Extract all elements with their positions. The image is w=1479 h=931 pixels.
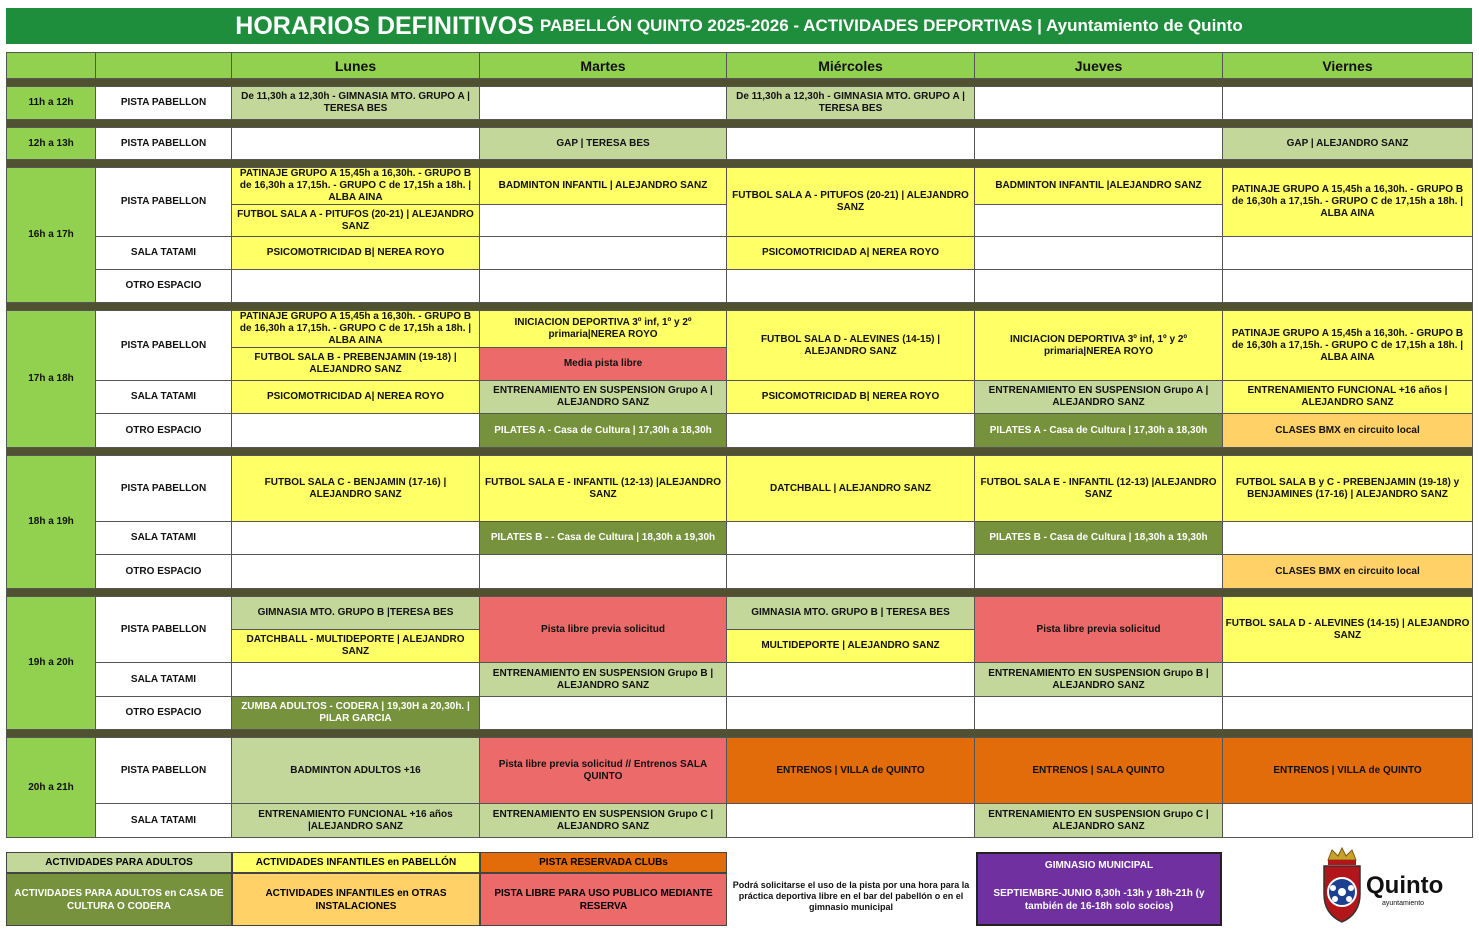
slot-row bbox=[7, 697, 1473, 730]
activity-cell: PATINAJE GRUPO A 15,45h a 16,30h. - GRUPO B de 16,30h a 17,15h. - GRUPO C de 17,15h a 18h. | ALBA AINA bbox=[232, 168, 480, 205]
activity-cell: Pista libre previa solicitud bbox=[480, 597, 727, 663]
activity-cell: ENTRENAMIENTO EN SUSPENSION Grupo A | ALEJANDRO SANZ bbox=[975, 381, 1223, 414]
activity-cell: ZUMBA ADULTOS - CODERA | 19,30H a 20,30h. | PILAR GARCIA bbox=[232, 697, 480, 730]
space-label: SALA TATAMI bbox=[96, 522, 232, 555]
schedule-table bbox=[6, 52, 1473, 838]
day-miercoles: Miércoles bbox=[727, 53, 975, 79]
space-label: PISTA PABELLON bbox=[96, 128, 232, 160]
activity-cell: DATCHBALL - MULTIDEPORTE | ALEJANDRO SANZ bbox=[232, 630, 480, 663]
legend-adultos: ACTIVIDADES PARA ADULTOS bbox=[6, 852, 232, 873]
time-label: 16h a 17h bbox=[7, 168, 96, 303]
activity-cell: FUTBOL SALA A - PITUFOS (20-21) | ALEJANDRO SANZ bbox=[232, 205, 480, 237]
day-viernes: Viernes bbox=[1223, 53, 1473, 79]
activity-cell: ENTRENAMIENTO EN SUSPENSION Grupo B | ALEJANDRO SANZ bbox=[480, 663, 727, 697]
empty-cell bbox=[232, 555, 480, 589]
separator-row bbox=[7, 730, 1473, 738]
separator-row bbox=[7, 79, 1473, 87]
activity-cell: FUTBOL SALA B - PREBENJAMIN (19-18) | ALEJANDRO SANZ bbox=[232, 348, 480, 381]
empty-cell bbox=[480, 697, 727, 730]
gym-title: GIMNASIO MUNICIPAL bbox=[1044, 860, 1154, 871]
gym-hours: SEPTIEMBRE-JUNIO 8,30h -13h y 18h-21h (y también de 16-18h solo socios) bbox=[993, 888, 1205, 912]
empty-cell bbox=[232, 663, 480, 697]
activity-cell: PATINAJE GRUPO A 15,45h a 16,30h. - GRUPO B de 16,30h a 17,15h. - GRUPO C de 17,15h a 18h. | ALBA AINA bbox=[1223, 311, 1473, 381]
legend-libre: PISTA LIBRE PARA USO PUBLICO MEDIANTE RESERVA bbox=[480, 873, 727, 926]
activity-cell: ENTRENAMIENTO FUNCIONAL +16 años |ALEJANDRO SANZ bbox=[232, 804, 480, 838]
activity-cell: De 11,30h a 12,30h - GIMNASIA MTO. GRUPO A | TERESA BES bbox=[232, 87, 480, 120]
empty-cell bbox=[1223, 87, 1473, 120]
empty-cell bbox=[232, 270, 480, 303]
empty-cell bbox=[727, 414, 975, 448]
time-label: 17h a 18h bbox=[7, 311, 96, 448]
separator-row bbox=[7, 160, 1473, 168]
empty-cell bbox=[1223, 270, 1473, 303]
activity-cell: BADMINTON INFANTIL |ALEJANDRO SANZ bbox=[975, 168, 1223, 205]
activity-cell: CLASES BMX en circuito local bbox=[1223, 414, 1473, 448]
activity-cell: FUTBOL SALA B y C - PREBENJAMIN (19-18) y BENJAMINES (17-16) | ALEJANDRO SANZ bbox=[1223, 456, 1473, 522]
activity-cell: FUTBOL SALA D - ALEVINES (14-15) | ALEJANDRO SANZ bbox=[727, 311, 975, 381]
activity-cell: ENTRENAMIENTO EN SUSPENSION Grupo C | ALEJANDRO SANZ bbox=[975, 804, 1223, 838]
activity-cell: ENTRENAMIENTO FUNCIONAL +16 años | ALEJANDRO SANZ bbox=[1223, 381, 1473, 414]
empty-cell bbox=[1223, 663, 1473, 697]
empty-cell bbox=[1223, 697, 1473, 730]
empty-cell bbox=[1223, 522, 1473, 555]
day-jueves: Jueves bbox=[975, 53, 1223, 79]
corner-cell bbox=[7, 53, 96, 79]
separator-row bbox=[7, 589, 1473, 597]
activity-cell: PSICOMOTRICIDAD A| NEREA ROYO bbox=[727, 237, 975, 270]
space-label: SALA TATAMI bbox=[96, 663, 232, 697]
slot-row bbox=[7, 168, 1473, 205]
slot-row bbox=[7, 597, 1473, 630]
activity-cell: PILATES B - Casa de Cultura | 18,30h a 19,30h bbox=[975, 522, 1223, 555]
time-label: 12h a 13h bbox=[7, 128, 96, 160]
activity-cell: ENTRENAMIENTO EN SUSPENSION Grupo A | ALEJANDRO SANZ bbox=[480, 381, 727, 414]
activity-cell: PSICOMOTRICIDAD A| NEREA ROYO bbox=[232, 381, 480, 414]
activity-cell: GIMNASIA MTO. GRUPO B | TERESA BES bbox=[727, 597, 975, 630]
empty-cell bbox=[975, 270, 1223, 303]
activity-cell: GAP | ALEJANDRO SANZ bbox=[1223, 128, 1473, 160]
slot-row bbox=[7, 87, 1473, 120]
activity-cell: BADMINTON INFANTIL | ALEJANDRO SANZ bbox=[480, 168, 727, 205]
activity-cell: PSICOMOTRICIDAD B| NEREA ROYO bbox=[232, 237, 480, 270]
activity-cell: PILATES A - Casa de Cultura | 17,30h a 18,30h bbox=[975, 414, 1223, 448]
quinto-logo bbox=[1318, 846, 1444, 926]
empty-cell bbox=[727, 697, 975, 730]
logo-name: Quinto bbox=[1366, 872, 1444, 899]
time-label: 18h a 19h bbox=[7, 456, 96, 589]
empty-cell bbox=[1223, 237, 1473, 270]
activity-cell: GIMNASIA MTO. GRUPO B |TERESA BES bbox=[232, 597, 480, 630]
legend-adultos-cultura: ACTIVIDADES PARA ADULTOS en CASA DE CULTURA O CODERA bbox=[6, 873, 232, 926]
activity-cell: PATINAJE GRUPO A 15,45h a 16,30h. - GRUPO B de 16,30h a 17,15h. - GRUPO C de 17,15h a 18h. | ALBA AINA bbox=[1223, 168, 1473, 237]
empty-cell bbox=[975, 128, 1223, 160]
activity-cell: CLASES BMX en circuito local bbox=[1223, 555, 1473, 589]
empty-cell bbox=[727, 128, 975, 160]
coat-of-arms-icon bbox=[1318, 846, 1366, 926]
activity-cell: De 11,30h a 12,30h - GIMNASIA MTO. GRUPO A | TERESA BES bbox=[727, 87, 975, 120]
gym-info-box bbox=[976, 852, 1222, 926]
activity-cell: Pista libre previa solicitud // Entrenos SALA QUINTO bbox=[480, 738, 727, 804]
activity-cell: Media pista libre bbox=[480, 348, 727, 381]
logo-sub: ayuntamiento bbox=[1382, 900, 1425, 907]
empty-cell bbox=[727, 522, 975, 555]
activity-cell: DATCHBALL | ALEJANDRO SANZ bbox=[727, 456, 975, 522]
activity-cell: INICIACION DEPORTIVA 3º inf, 1º y 2º primaria|NEREA ROYO bbox=[480, 311, 727, 348]
slot-row bbox=[7, 663, 1473, 697]
day-martes: Martes bbox=[480, 53, 727, 79]
day-header-row bbox=[7, 53, 1473, 79]
activity-cell: FUTBOL SALA C - BENJAMIN (17-16) | ALEJANDRO SANZ bbox=[232, 456, 480, 522]
title-main: HORARIOS DEFINITIVOS bbox=[235, 11, 534, 40]
space-label: PISTA PABELLON bbox=[96, 168, 232, 237]
space-label: PISTA PABELLON bbox=[96, 87, 232, 120]
slot-row bbox=[7, 555, 1473, 589]
activity-cell: ENTRENOS | SALA QUINTO bbox=[975, 738, 1223, 804]
empty-cell bbox=[975, 555, 1223, 589]
activity-cell: PATINAJE GRUPO A 15,45h a 16,30h. - GRUPO B de 16,30h a 17,15h. - GRUPO C de 17,15h a 18h. | ALBA AINA bbox=[232, 311, 480, 348]
empty-cell bbox=[232, 414, 480, 448]
empty-cell bbox=[480, 270, 727, 303]
time-label: 20h a 21h bbox=[7, 738, 96, 838]
activity-cell: ENTRENAMIENTO EN SUSPENSION Grupo B | ALEJANDRO SANZ bbox=[975, 663, 1223, 697]
space-label: PISTA PABELLON bbox=[96, 311, 232, 381]
activity-cell: MULTIDEPORTE | ALEJANDRO SANZ bbox=[727, 630, 975, 663]
legend-reservada: PISTA RESERVADA CLUBs bbox=[480, 852, 727, 873]
separator-row bbox=[7, 303, 1473, 311]
empty-cell bbox=[727, 804, 975, 838]
space-label: PISTA PABELLON bbox=[96, 456, 232, 522]
space-label: OTRO ESPACIO bbox=[96, 555, 232, 589]
slot-row bbox=[7, 270, 1473, 303]
time-label: 11h a 12h bbox=[7, 87, 96, 120]
space-label: OTRO ESPACIO bbox=[96, 270, 232, 303]
empty-cell bbox=[975, 87, 1223, 120]
slot-row bbox=[7, 522, 1473, 555]
legend-infantiles-pabellon: ACTIVIDADES INFANTILES en PABELLÓN bbox=[232, 852, 480, 873]
empty-cell bbox=[232, 522, 480, 555]
empty-cell bbox=[727, 555, 975, 589]
space-label: PISTA PABELLON bbox=[96, 738, 232, 804]
space-label: PISTA PABELLON bbox=[96, 597, 232, 663]
legend-infantiles-otras: ACTIVIDADES INFANTILES en OTRAS INSTALACIONES bbox=[232, 873, 480, 926]
activity-cell: ENTRENOS | VILLA de QUINTO bbox=[1223, 738, 1473, 804]
empty-cell bbox=[975, 237, 1223, 270]
activity-cell: FUTBOL SALA A - PITUFOS (20-21) | ALEJANDRO SANZ bbox=[727, 168, 975, 237]
time-label: 19h a 20h bbox=[7, 597, 96, 730]
empty-cell bbox=[727, 270, 975, 303]
day-lunes: Lunes bbox=[232, 53, 480, 79]
activity-cell: PSICOMOTRICIDAD B| NEREA ROYO bbox=[727, 381, 975, 414]
separator-row bbox=[7, 120, 1473, 128]
slot-row bbox=[7, 237, 1473, 270]
empty-cell bbox=[1223, 804, 1473, 838]
slot-row bbox=[7, 414, 1473, 448]
activity-cell: INICIACION DEPORTIVA 3º inf, 1º y 2º primaria|NEREA ROYO bbox=[975, 311, 1223, 381]
space-label: SALA TATAMI bbox=[96, 237, 232, 270]
activity-cell: GAP | TERESA BES bbox=[480, 128, 727, 160]
empty-cell bbox=[727, 663, 975, 697]
space-label: SALA TATAMI bbox=[96, 381, 232, 414]
slot-row bbox=[7, 738, 1473, 804]
slot-row bbox=[7, 128, 1473, 160]
empty-cell bbox=[975, 205, 1223, 237]
activity-cell: ENTRENOS | VILLA de QUINTO bbox=[727, 738, 975, 804]
empty-cell bbox=[480, 87, 727, 120]
activity-cell: Pista libre previa solicitud bbox=[975, 597, 1223, 663]
title-subtitle: PABELLÓN QUINTO 2025-2026 - ACTIVIDADES DEPORTIVAS | Ayuntamiento de Quinto bbox=[539, 16, 1243, 35]
space-label: OTRO ESPACIO bbox=[96, 697, 232, 730]
activity-cell: PILATES A - Casa de Cultura | 17,30h a 18,30h bbox=[480, 414, 727, 448]
slot-row bbox=[7, 804, 1473, 838]
activity-cell: FUTBOL SALA D - ALEVINES (14-15) | ALEJANDRO SANZ bbox=[1223, 597, 1473, 663]
activity-cell: ENTRENAMIENTO EN SUSPENSION Grupo C | ALEJANDRO SANZ bbox=[480, 804, 727, 838]
activity-cell: PILATES B - - Casa de Cultura | 18,30h a 19,30h bbox=[480, 522, 727, 555]
space-label: OTRO ESPACIO bbox=[96, 414, 232, 448]
empty-cell bbox=[480, 205, 727, 237]
empty-cell bbox=[480, 555, 727, 589]
slot-row bbox=[7, 311, 1473, 348]
title-banner bbox=[6, 8, 1472, 44]
space-label: SALA TATAMI bbox=[96, 804, 232, 838]
activity-cell: FUTBOL SALA E - INFANTIL (12-13) |ALEJANDRO SANZ bbox=[480, 456, 727, 522]
empty-cell bbox=[975, 697, 1223, 730]
activity-cell: FUTBOL SALA E - INFANTIL (12-13) |ALEJANDRO SANZ bbox=[975, 456, 1223, 522]
separator-row bbox=[7, 448, 1473, 456]
activity-cell: BADMINTON ADULTOS +16 bbox=[232, 738, 480, 804]
corner-cell bbox=[96, 53, 232, 79]
usage-note: Podrá solicitarse el uso de la pista por una hora para la práctica deportiva libre en el bar del pabellón o en el gimnasio municipal bbox=[732, 880, 970, 912]
slot-row bbox=[7, 381, 1473, 414]
slot-row bbox=[7, 456, 1473, 522]
empty-cell bbox=[480, 237, 727, 270]
empty-cell bbox=[232, 128, 480, 160]
